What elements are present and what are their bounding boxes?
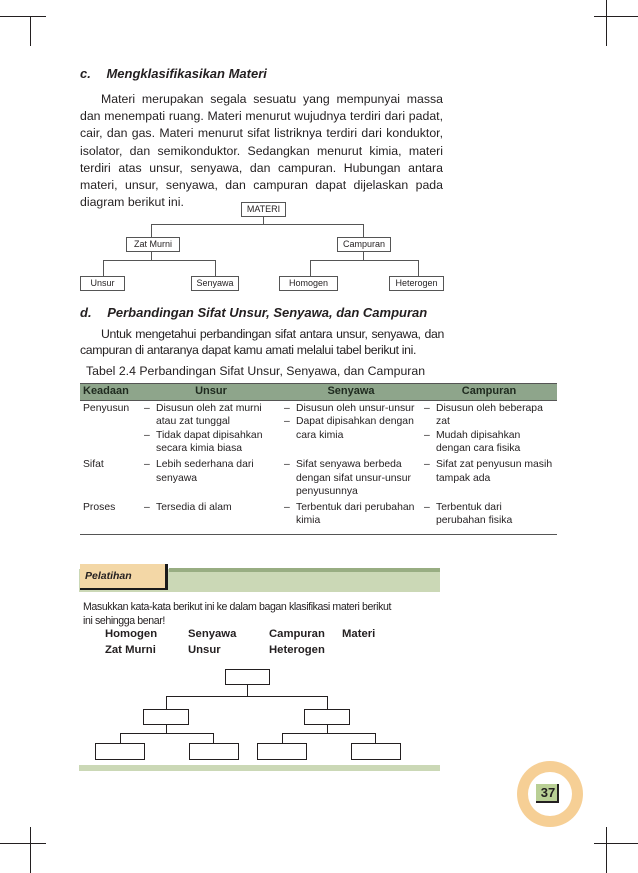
table-cell: – Disusun oleh unsur-unsur – Dapat dipisahkan dengan cara kimia: [281, 400, 421, 457]
row-label: Penyusun: [83, 402, 130, 414]
section-c-paragraph: [80, 91, 443, 211]
para-line: cair, dan gas. Materi menurut sifat listriknya terdiri dari konduktor,: [80, 126, 443, 141]
cell-text: Tersedia di alam: [156, 501, 232, 513]
diagram-node-homogen: Homogen: [279, 276, 338, 291]
para-line: Untuk mengetahui perbandingan sifat antara unsur, senyawa, dan: [101, 327, 444, 341]
cell-text: Dapat dipisahkan dengan cara kimia: [296, 416, 414, 441]
page-number-badge: [517, 761, 583, 827]
para-line: diagram berikut ini.: [80, 195, 184, 210]
blank-box-leaf[interactable]: [257, 743, 307, 760]
col-header: Senyawa: [281, 384, 421, 401]
cell-text: Sifat senyawa berbeda dengan sifat unsur-unsur penyusunnya: [296, 458, 411, 498]
blank-box-left[interactable]: [143, 709, 189, 725]
pelatihan-box: [79, 564, 440, 765]
word-heterogen: Heterogen: [269, 644, 325, 656]
para-line: dan menempati ruang. Materi menurut wujudnya terdiri dari padat,: [80, 109, 443, 124]
word-homogen: Homogen: [105, 628, 158, 640]
col-header: Unsur: [141, 384, 281, 401]
blank-box-leaf[interactable]: [95, 743, 145, 760]
cell-text: Terbentuk dari perubahan fisika: [436, 501, 513, 527]
word-senyawa: Senyawa: [188, 628, 237, 640]
table-row: [80, 457, 557, 500]
col-header: Keadaan: [80, 384, 141, 401]
para-line: Materi merupakan segala sesuatu yang mempunyai massa: [101, 92, 443, 106]
blank-box-leaf[interactable]: [189, 743, 239, 760]
diagram-node-materi: MATERI: [241, 202, 286, 217]
cell-text: Sifat zat penyusun masih tampak ada: [436, 458, 553, 484]
comparison-table: [80, 383, 557, 535]
word-unsur: Unsur: [188, 644, 221, 656]
diagram-node-unsur: Unsur: [80, 276, 125, 291]
cell-text: Disusun oleh zat murni atau zat tunggal: [156, 402, 262, 428]
table-header-row: [80, 384, 557, 401]
row-label: Proses: [80, 500, 141, 535]
pelatihan-band-top: [169, 568, 440, 572]
cell-text: Lebih sederhana dari senyawa: [156, 458, 254, 484]
table-cell: – Tersedia di alam: [141, 500, 281, 535]
pelatihan-body: [79, 592, 440, 771]
cell-text: Mudah dipisahkan dengan cara fisika: [436, 429, 521, 455]
blank-box-leaf[interactable]: [351, 743, 401, 760]
page-number: 37: [540, 785, 556, 800]
section-c-title: Mengklasifikasikan Materi: [106, 66, 267, 81]
section-d-paragraph: [80, 326, 444, 358]
section-d-title: Perbandingan Sifat Unsur, Senyawa, dan Campuran: [107, 305, 428, 320]
cell-text: Terbentuk dari perubahan kimia: [296, 501, 415, 527]
word-materi: Materi: [342, 628, 376, 640]
diagram-node-campuran: Campuran: [337, 237, 391, 252]
blank-box-right[interactable]: [304, 709, 350, 725]
table-cell: – Disusun oleh beberapa zat – Mudah dipisahkan dengan cara fisika: [421, 400, 557, 457]
diagram-node-heterogen: Heterogen: [389, 276, 444, 291]
para-line: campuran di antaranya dapat kamu amati melalui tabel berikut ini.: [80, 343, 417, 358]
table-row: [80, 400, 557, 457]
table-cell: – Terbentuk dari perubahan kimia: [281, 500, 421, 535]
row-label: Sifat: [83, 458, 104, 470]
diagram-node-zat-murni: Zat Murni: [126, 237, 180, 252]
diagram-node-senyawa: Senyawa: [191, 276, 239, 291]
para-line: isolator, dan semikonduktor. Sedangkan menurut kimia, materi: [80, 143, 443, 158]
para-line: materi, unsur, senyawa, dan campuran dapat dijelaskan pada: [80, 178, 443, 193]
table-cell: – Lebih sederhana dari senyawa: [141, 457, 281, 500]
para-line: terdiri atas unsur, senyawa, dan campuran. Hubungan antara: [80, 160, 443, 175]
table-cell: – Sifat zat penyusun masih tampak ada: [424, 458, 553, 484]
instruction-line: Masukkan kata-kata berikut ini ke dalam bagan klasifikasi materi berikut: [83, 601, 392, 613]
section-c-heading: [80, 66, 267, 81]
word-campuran: Campuran: [269, 628, 325, 640]
instruction-line: ini sehingga benar!: [83, 615, 165, 627]
cell-text: Disusun oleh unsur-unsur: [296, 402, 415, 414]
section-d-heading: [80, 305, 427, 320]
pelatihan-instruction: [83, 600, 439, 628]
pelatihan-label: Pelatihan: [85, 570, 132, 582]
cell-text: Disusun oleh beberapa zat: [436, 402, 543, 428]
blank-box-root[interactable]: [225, 669, 270, 685]
col-header: Campuran: [421, 384, 557, 401]
table-cell: – Terbentuk dari perubahan fisika: [421, 500, 557, 535]
pelatihan-tab: [80, 564, 168, 590]
table-caption: Tabel 2.4 Perbandingan Sifat Unsur, Senyawa, dan Campuran: [86, 364, 426, 378]
table-row: [80, 500, 557, 535]
section-d-letter: d.: [80, 305, 92, 320]
section-c-letter: c.: [80, 66, 91, 81]
table-cell: – Sifat senyawa berbeda dengan sifat unsur-unsur penyusunnya: [281, 457, 421, 500]
cell-text: Tidak dapat dipisahkan secara kimia biasa: [156, 429, 263, 455]
word-zat-murni: Zat Murni: [105, 644, 156, 656]
table-cell: – Disusun oleh zat murni atau zat tunggal – Tidak dapat dipisahkan secara kimia biasa: [141, 400, 281, 457]
